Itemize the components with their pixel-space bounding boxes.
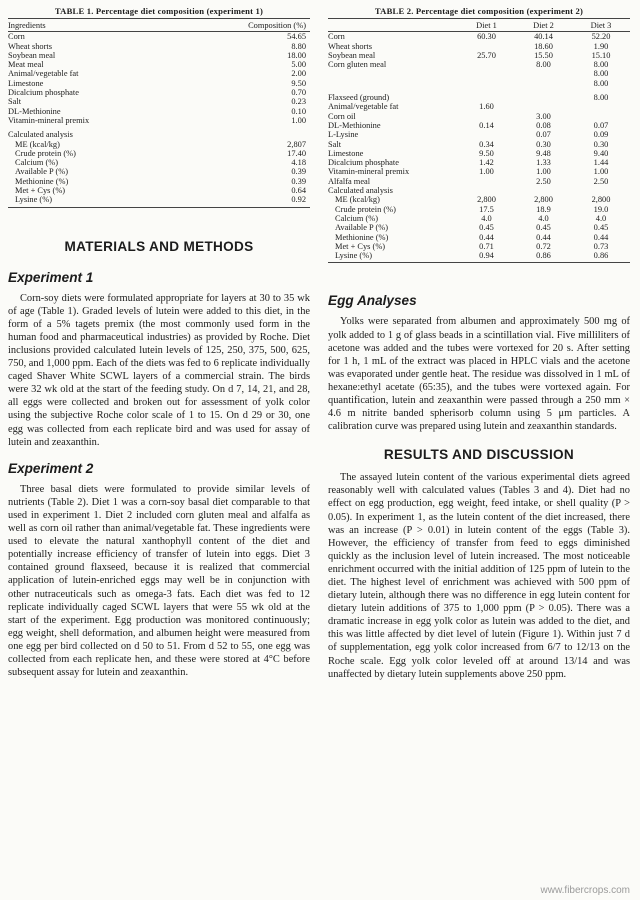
table2-header-diet2: Diet 2 (515, 19, 572, 32)
table2-row-label: Corn (328, 32, 345, 42)
table2-calc-label: Available P (%) (335, 223, 389, 233)
table2-cell-d3: 15.10 (591, 50, 611, 60)
table2-cell-d3: 1.90 (593, 41, 609, 51)
table2-row (328, 130, 630, 139)
table2-calc-d3: 0.44 (593, 232, 609, 242)
table1-calc-row (8, 195, 310, 207)
table2-row-label: Soybean meal (328, 50, 376, 60)
table2-calc-label: Met + Cys (%) (335, 241, 386, 251)
table2-calc-label: Crude protein (%) (335, 204, 396, 214)
table2-cell-d3: 1.00 (593, 167, 609, 177)
table2-cell-d3: 52.20 (591, 32, 611, 42)
table2-cell-d1 (458, 42, 515, 51)
table2-cell-d2 (515, 79, 572, 88)
experiment2-text: Three basal diets were formulated to provide similar levels of nutrients (Table 2). Diet 1 was a corn-soy basal diet comparable to that used in experiment 1. Diet 2 included corn gluten meal and alfalfa as well as corn oil rather than animal/vegetable fat. These ingredients were used to elevate the natural xanthophyll content of the diet and potentially increase efficiency of transfer of lutein into eggs. Diet 3 contained ground flaxseed, because it is realized that commercial application of lutein-enriched eggs may well be in conjunction with other nutraceuticals such as omega-3 fats. Each diet was fed to 12 replicate individually caged SCWL layers that were 55 wk old at the start of the experiment. Egg production was monitored continuously; egg weight, shell deformation, and albumen height were measured from one egg per bird collected on d 50 to 51. From d 52 to 55, one egg was collected from each replicate hen, and these were stored at 4°C before subsequent assay for lutein and zeaxanthin. (8, 483, 310, 679)
table2-calc-label: ME (kcal/kg) (335, 195, 380, 205)
experiment1-heading: Experiment 1 (8, 269, 94, 285)
table1-calc-value: 0.39 (291, 176, 306, 186)
table2-row-label: Corn oil (328, 111, 356, 121)
table2-cell-d1 (458, 69, 515, 78)
table2-calc-label: Calcium (%) (335, 213, 379, 223)
table1-calc-row (8, 186, 310, 195)
table2-row-label: DL-Methionine (328, 120, 381, 130)
table2-calc-label: Methionine (%) (335, 232, 389, 242)
table1-calc-value: 0.92 (208, 195, 310, 207)
table2-row (328, 167, 630, 176)
table2-calc-row (328, 223, 630, 232)
table1-calc-label: Available P (%) (15, 167, 69, 177)
table1-calc-row (8, 158, 310, 167)
table2-row-label: Dicalcium phosphate (328, 158, 399, 168)
table2-row-label: Flaxseed (ground) (328, 93, 390, 103)
table2-calc-title-row (328, 186, 630, 195)
table2-row (328, 140, 630, 149)
table1-calc-row (8, 149, 310, 158)
table1-row-label: Salt (8, 97, 22, 107)
table1-row-value: 1.00 (291, 115, 306, 125)
table2-cell-d2: 9.48 (536, 148, 551, 158)
table1-row (8, 42, 310, 51)
table2-calc-d2: 18.9 (536, 204, 551, 214)
table1-calc-value: 2,807 (287, 139, 306, 149)
table2-header-row (328, 19, 630, 32)
table2-row (328, 149, 630, 158)
table2-cell-d3: 0.07 (593, 120, 609, 130)
table1-row-label: Meat meal (8, 60, 44, 70)
table1-row-value: 18.00 (287, 50, 306, 60)
table2-calc-row (328, 233, 630, 242)
table2-cell-d1: 9.50 (479, 148, 494, 158)
egg-analyses-text: Yolks were separated from albumen and approximately 500 mg of yolk added to 1 g of glass beads in a scintillation vial. Five milliliters of acetone was added and the tubes were vortexed for 20 s. After setting for 1 h, 1 mL of the extract was placed in HPLC vials and the acetone was evaporated under gentle heat. The residue was dissolved in 1 mL of hexane:ethyl acetate (65:35), and the tubes were vortexed again. For quantification, lutein and zeaxanthin were passed through a 250 mm × 4.6 m nitrite banded spherisorb column using 5 μm particles. A calibration curve was prepared using lutein and zeaxanthin standards. (328, 316, 630, 433)
table1-body (8, 32, 310, 207)
table2-calc-d1: 0.45 (479, 223, 494, 233)
table1-header-row (8, 19, 310, 32)
table2-calc-row (328, 242, 630, 251)
table2-calc-d3: 19.0 (593, 204, 609, 214)
table2-calc-d1: 0.44 (479, 232, 494, 242)
table2-cell-d3: 8.00 (593, 78, 609, 88)
table2-cell-d3: 8.00 (593, 60, 609, 70)
table2-cell-d2: 2.50 (536, 176, 551, 186)
table1-calc-value: 4.18 (291, 158, 306, 168)
table2-cell-d2: 0.30 (536, 139, 551, 149)
table1 (8, 18, 310, 208)
table2-cell-d1 (458, 60, 515, 69)
table1-row (8, 116, 310, 125)
table2-calc-d1: 4.0 (481, 213, 492, 223)
table1-calc-label: Lysine (%) (8, 195, 208, 207)
table1-row-value: 0.70 (291, 88, 306, 98)
table2-cell-d1 (458, 130, 515, 139)
table2-row (328, 112, 630, 121)
egg-analyses-heading: Egg Analyses (328, 293, 417, 309)
table1-calc-row (8, 177, 310, 186)
table1-row-value: 2.00 (291, 69, 306, 79)
table2-cell-d1 (458, 79, 515, 88)
table2-calc-row (328, 205, 630, 214)
table1-row-label: Vitamin-mineral premix (8, 115, 90, 125)
table1-calc-title: Calculated analysis (8, 130, 73, 140)
table1-calc-value: 0.64 (291, 186, 306, 196)
table2-row-label: Animal/vegetable fat (328, 102, 399, 112)
table2-cell-d2: 1.00 (536, 167, 551, 177)
table2-cell-d1: 1.42 (479, 158, 494, 168)
table2-row (328, 51, 630, 60)
table1-calc-label: Met + Cys (%) (15, 186, 66, 196)
table1-row (8, 60, 310, 69)
table2 (328, 18, 630, 263)
table2-calc-d3: 0.45 (593, 223, 609, 233)
experiment1-text: Corn-soy diets were formulated appropriate for layers at 30 to 35 wk of age (Table 1). Graded levels of lutein were added to this diet, in the form of a 5% tagets premix (the most commonly used form in the human food and pharmaceutical industries) as provided by Roche. Diet inclusions provided calculated lutein levels of 125, 250, 375, 500, 625, 750, and 1,000 ppm. Each of the diets was fed to 6 replicate individually caged Shaver White SCWL layers of a commercial strain. The birds were 32 wk old at the start of the feeding study. On d 7, 14, 21, and 28, all eggs were collected and broken out for assessment of yolk color using the subjective Roche color scale of 1 to 15. On d 29 or 30, one egg was collected from each replicate bird and was used for assay of lutein and zeaxanthin. (8, 292, 310, 448)
table1-row-label: Animal/vegetable fat (8, 69, 79, 79)
table1-calc-row (8, 140, 310, 149)
table1-row-label: Limestone (8, 78, 44, 88)
table1-row-label: Soybean meal (8, 50, 56, 60)
table1-row (8, 69, 310, 78)
table1-row-value: 9.50 (291, 78, 306, 88)
table2-calc-d1: 0.94 (458, 251, 515, 263)
table1-row-value: 0.10 (291, 106, 306, 116)
table2-row (328, 177, 630, 186)
table2-row (328, 42, 630, 51)
table1-calc-label: Crude protein (%) (15, 148, 76, 158)
right-column (328, 0, 630, 681)
table2-cell-d3 (572, 102, 630, 111)
table2-row (328, 102, 630, 111)
table1-calc-label: Calcium (%) (15, 158, 59, 168)
table2-row (328, 88, 630, 102)
table2-calc-label: Lysine (%) (328, 251, 458, 263)
table2-cell-d2 (515, 102, 572, 111)
table2-calc-d2: 0.72 (536, 241, 551, 251)
table1-header-composition: Composition (%) (208, 19, 310, 32)
table1-row-value: 54.65 (287, 32, 306, 42)
table1-row (8, 107, 310, 116)
table2-row (328, 69, 630, 78)
table2-calc-d3: 0.86 (572, 251, 630, 263)
table2-row (328, 158, 630, 167)
table1-row-label: Corn (8, 32, 25, 42)
table1-row (8, 97, 310, 106)
table2-cell-d1: 60.30 (477, 32, 496, 42)
table2-cell-d2: 3.00 (536, 111, 551, 121)
table2-cell-d1 (458, 112, 515, 121)
table1-calc-value: 17.40 (287, 148, 306, 158)
results-discussion-heading: RESULTS AND DISCUSSION (383, 447, 575, 463)
table2-cell-d2: 1.33 (536, 158, 551, 168)
table2-calc-d3: 4.0 (595, 213, 607, 223)
table1-row (8, 51, 310, 60)
table2-cell-d2: 0.07 (536, 130, 551, 140)
table2-cell-d1 (458, 88, 515, 102)
table2-calc-d2: 4.0 (538, 213, 549, 223)
table1-calc-value: 0.39 (291, 167, 306, 177)
table2-row (328, 32, 630, 42)
table1-row-label: Dicalcium phosphate (8, 88, 79, 98)
table2-cell-d3: 9.40 (593, 148, 609, 158)
table1-row-label: Wheat shorts (8, 41, 52, 51)
table2-row-label (328, 79, 458, 88)
table2-row-label: Alfalfa meal (328, 176, 371, 186)
table1-row-value: 8.80 (291, 41, 306, 51)
table2-row-label: Wheat shorts (328, 41, 372, 51)
table2-row-label: Salt (328, 139, 342, 149)
table2-header-diet3: Diet 3 (572, 19, 630, 32)
table2-cell-d2 (515, 69, 572, 78)
table2-calc-d1: 0.71 (479, 241, 494, 251)
table2-cell-d3: 1.44 (593, 158, 609, 168)
table2-cell-d3: 8.00 (593, 93, 609, 103)
table2-row (328, 121, 630, 130)
table2-calc-d3: 2,800 (591, 195, 611, 205)
table2-cell-d1: 0.14 (479, 120, 494, 130)
table2-cell-d1: 25.70 (477, 50, 496, 60)
table2-calc-d2: 2,800 (534, 195, 553, 205)
table2-row (328, 60, 630, 69)
table1-calc-title-row (8, 125, 310, 139)
table2-calc-row (328, 214, 630, 223)
table2-cell-d1: 1.00 (479, 167, 494, 177)
table1-row (8, 79, 310, 88)
table2-calc-d3: 0.73 (593, 241, 609, 251)
table2-cell-d3: 0.30 (593, 139, 609, 149)
table1-row-value: 0.23 (291, 97, 306, 107)
table1-row-value: 5.00 (291, 60, 306, 70)
materials-methods-heading: MATERIALS AND METHODS (64, 238, 254, 254)
table1-calc-row (8, 167, 310, 176)
table2-calc-d2: 0.44 (536, 232, 551, 242)
table1-header-ingredients: Ingredients (8, 19, 208, 32)
experiment2-heading: Experiment 2 (8, 460, 94, 476)
table2-calc-d2: 0.86 (515, 251, 572, 263)
table2-row-label: Vitamin-mineral premix (328, 167, 410, 177)
table2-calc-row (328, 195, 630, 204)
table2-row (328, 79, 630, 88)
table2-header-diet1: Diet 1 (458, 19, 515, 32)
table2-cell-d1: 0.34 (479, 139, 494, 149)
table2-header-blank (328, 19, 458, 32)
table2-cell-d3: 2.50 (593, 176, 609, 186)
table1-calc-label: ME (kcal/kg) (15, 139, 60, 149)
table2-calc-d1: 17.5 (479, 204, 494, 214)
table2-cell-d1 (458, 177, 515, 186)
table1-caption: TABLE 1. Percentage diet composition (experiment 1) (54, 6, 264, 16)
table2-row-label: L-Lysine (328, 130, 359, 140)
table2-row-label: Corn gluten meal (328, 60, 387, 70)
table2-body (328, 32, 630, 263)
table2-cell-d2: 15.50 (534, 50, 553, 60)
table2-cell-d2 (515, 88, 572, 102)
watermark: www.fibercrops.com (540, 885, 630, 896)
table2-cell-d3 (572, 112, 630, 121)
table2-calc-d1: 2,800 (477, 195, 496, 205)
table2-row-label: Limestone (328, 148, 364, 158)
table2-cell-d3: 0.09 (593, 130, 609, 140)
table2-cell-d1: 1.60 (479, 102, 494, 112)
table1-row (8, 32, 310, 42)
table2-calc-d2: 0.45 (536, 223, 551, 233)
table2-cell-d2: 8.00 (536, 60, 551, 70)
left-column (8, 0, 310, 679)
table2-cell-d3: 8.00 (593, 69, 609, 79)
table1-row-label: DL-Methionine (8, 106, 61, 116)
table1-row (8, 88, 310, 97)
table2-calc-row (328, 251, 630, 263)
table2-cell-d2: 0.08 (536, 120, 551, 130)
table2-caption: TABLE 2. Percentage diet composition (experiment 2) (374, 6, 584, 16)
table2-row-label (328, 69, 458, 78)
table2-cell-d2: 40.14 (534, 32, 553, 42)
results-discussion-text: The assayed lutein content of the various experimental diets agreed reasonably well with calculated values (Tables 3 and 4). Diet had no effect on egg production, egg weight, feed intake, or shell quality (P > 0.05). In experiment 1, as the lutein content of the diet increased, there was an increase (P > 0.01) in lutein content of the eggs (Table 3). However, the efficiency of transfer from feed to eggs diminished quickly as the inclusion level of lutein increased. The most noticeable enrichment occurred with the initial addition of 125 ppm of lutein to the diet. The highest level of enrichment was achieved with 500 ppm of dietary lutein, although there was no difference in egg lutein content for dietary lutein additions of 375 to 1,000 ppm (P > 0.05). There was a dramatic increase in egg yolk color as lutein was added to the diet, and this was little affected by diet level of lutein (Figure 1). Within just 7 d of supplementation, egg yolk color increased from 6/7 to 12/13 on the Roche scale. Egg yolk color leveled off at around 13/14 and was unaffected by dietary lutein supplements above 250 ppm. (328, 472, 630, 680)
table1-calc-label: Methionine (%) (15, 176, 69, 186)
table2-calc-title: Calculated analysis (328, 186, 393, 196)
table2-cell-d2: 18.60 (534, 41, 553, 51)
